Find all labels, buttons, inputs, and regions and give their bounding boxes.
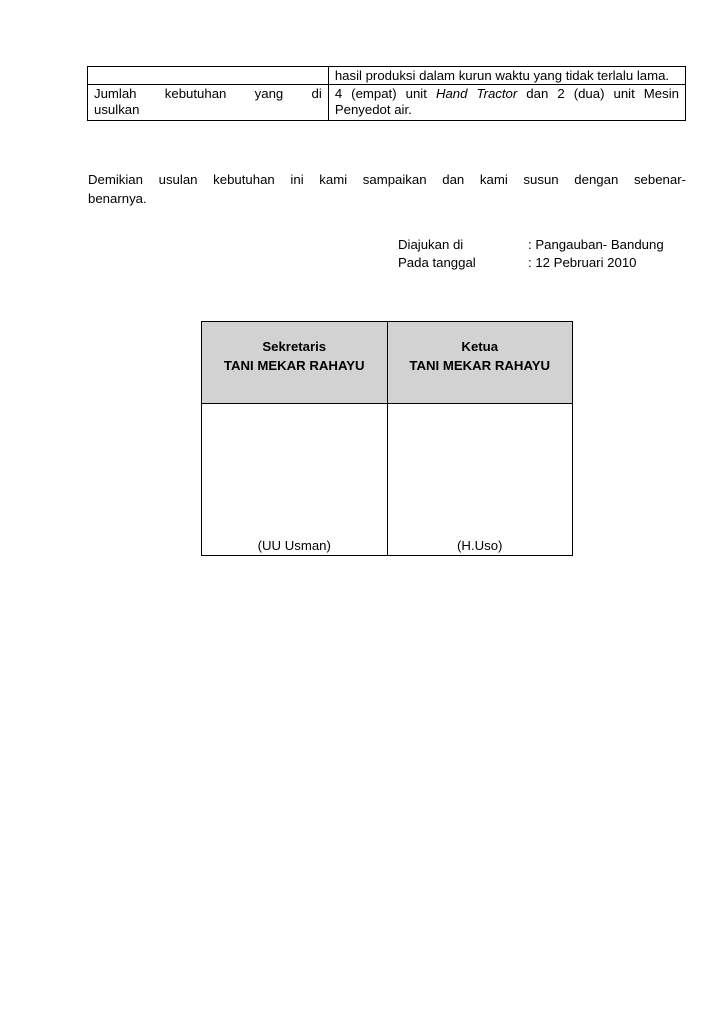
label-line-2: usulkan	[94, 102, 140, 117]
table-row	[88, 85, 686, 121]
chairman-name: (H.Uso)	[457, 538, 503, 553]
date-value: : 12 Pebruari 2010	[528, 255, 637, 270]
chairman-title: Ketua	[461, 339, 499, 354]
quantity-text-emphasis: Hand Tractor	[435, 86, 518, 101]
date-label: Pada tanggal	[398, 255, 476, 270]
chairman-header	[387, 322, 573, 404]
proposal-table	[87, 66, 686, 121]
table-cell-empty	[88, 67, 329, 85]
secretary-name: (UU Usman)	[257, 538, 331, 553]
secretary-organization: TANI MEKAR RAHAYU	[223, 358, 365, 373]
closing-line-1: Demikian usulan kebutuhan ini kami sampaikan dan kami susun dengan sebenar-	[88, 172, 686, 187]
closing-paragraph	[88, 170, 686, 208]
signature-table	[201, 321, 573, 556]
quantity-text-post: dan 2 (dua) unit Mesin Penyedot air.	[334, 86, 679, 117]
label-line-1: Jumlah kebutuhan yang di	[94, 86, 322, 101]
table-cell-quantity	[328, 85, 685, 121]
secretary-header	[202, 322, 388, 404]
secretary-title: Sekretaris	[262, 339, 327, 354]
quantity-text-pre: 4 (empat) unit	[334, 86, 436, 101]
signature-header-row	[202, 322, 573, 404]
date-row	[398, 254, 664, 272]
chairman-signature-box	[387, 404, 573, 556]
place-row	[398, 236, 664, 254]
submission-details	[398, 236, 664, 272]
secretary-signature-box	[202, 404, 388, 556]
closing-line-2: benarnya.	[88, 191, 147, 206]
place-value: : Pangauban- Bandung	[528, 237, 664, 252]
table-cell-label	[88, 85, 329, 121]
table-row	[88, 67, 686, 85]
signature-body-row	[202, 404, 573, 556]
place-label: Diajukan di	[398, 237, 464, 252]
table-cell-description: hasil produksi dalam kurun waktu yang tidak terlalu lama.	[328, 67, 685, 85]
chairman-organization: TANI MEKAR RAHAYU	[409, 358, 551, 373]
